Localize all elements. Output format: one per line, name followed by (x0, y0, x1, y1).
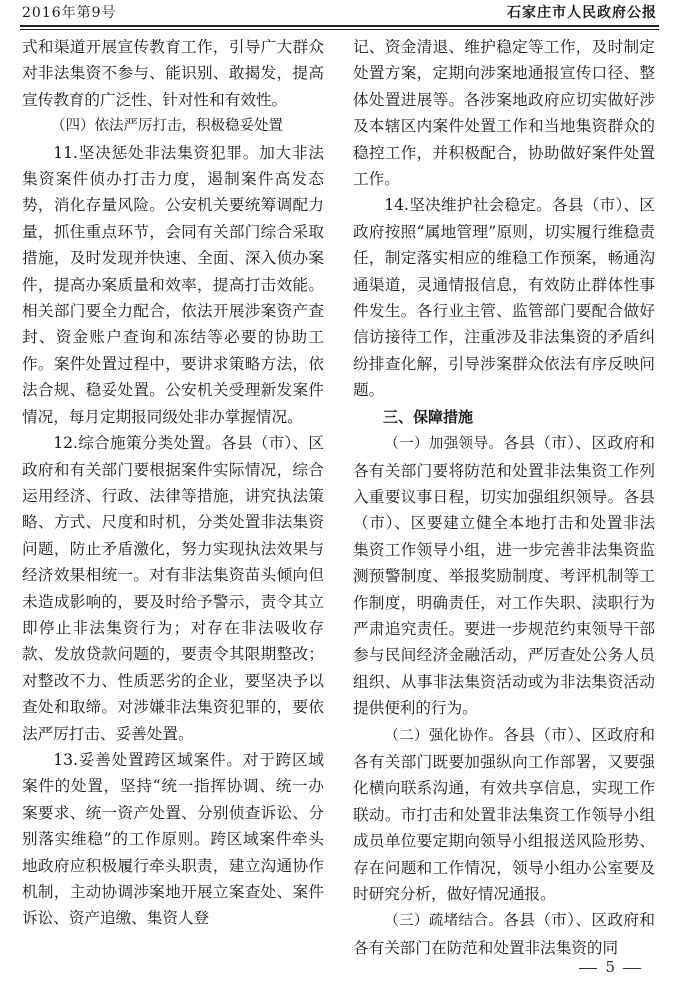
paragraph-continuation: 式和渠道开展宣传教育工作，引导广大群众对非法集资不参与、能识别、敢揭发，提高宣传教育的广泛性、针对性和有效性。 (22, 38, 324, 109)
paragraph-measure-3 (353, 907, 655, 961)
page-footer (571, 956, 649, 978)
right-column (353, 34, 655, 961)
section-heading-3: 三、保障措施 (383, 407, 474, 426)
measure-1-text: 各县（市）、区政府和各有关部门要将防范和处置非法集资工作列入重要议事日程，切实加强组织领导。各县（市）、区要建立健全本地打击和处置非法集资工作领导小组，进一步完善非法集资监测预警制度、举报奖励制度、考评机制等工作制度，明确责任，对工作失职、渎职行为严肃追究责任。要进一步规范约束领导干部参与民间经济金融活动，严厉查处公务人员组织、从事非法集资活动或为非法集资活动提供便利的行为。 (353, 434, 655, 718)
footer-dash-right (623, 968, 641, 969)
measure-3-lead: （三）疏堵结合。 (384, 913, 504, 930)
paragraph-measure-1 (353, 430, 655, 721)
journal-title: 石家庄市人民政府公报 (507, 5, 657, 21)
header-rule-thick (20, 25, 659, 27)
measure-2-text: 各县（市）、区政府和各有关部门既要加强纵向工作部署，又要强化横向联系沟通，有效共享信息，实现工作联动。市打击和处置非法集资工作领导小组成员单位要定期向领导小组报送风险形势、存在问题和工作情况，领导小组办公室要及时研究分析，做好情况通报。 (353, 725, 655, 903)
measure-3-text: 各县（市）、区政府和各有关部门在防范和处置非法集资的同 (353, 911, 655, 957)
footer-dash-left (579, 968, 597, 969)
page-header (20, 2, 659, 24)
paragraph-item-11: 11.坚决惩处非法集资犯罪。加大非法集资案件侦办打击力度，遏制案件高发态势，消化存量风险。公安机关要统筹调配力量，抓住重点环节，会同有关部门综合采取措施，及时发现并快速、全面、深入侦办案件，提高办案质量和效率，提高打击效能。相关部门要全力配合，依法开展涉案资产查封、资金账户查询和冻结等必要的协助工作。案件处置过程中，要讲求策略方法，依法合规、稳妥处置。公安机关受理新发案件情况，每月定期报同级处非办掌握情况。 (22, 143, 324, 426)
paragraph-item-13: 13.妥善处置跨区域案件。对于跨区域案件的处置，坚持“统一指挥协调、统一办案要求、统一资产处置、分别侦查诉讼、分别落实维稳”的工作原则。跨区域案件牵头地政府应积极履行牵头职责，建立沟通协作机制，主动协调涉案地开展立案查处、案件诉讼、资产追缴、集资人登 (22, 750, 324, 928)
section-heading-4: （四）依法严厉打击，积极稳妥处置 (51, 118, 283, 135)
page-number: 5 (605, 958, 615, 976)
paragraph-item-14: 14.坚决维护社会稳定。各县（市）、区政府按照“属地管理”原则，切实履行维稳责任，制定落实相应的维稳工作预案，畅通沟通渠道，灵通情报信息，有效防止群体性事件发生。各行业主管、监管部门要配合做好信访接待工作，注重涉及非法集资的矛盾纠纷排查化解，引导涉案群众依法有序反映问题。 (353, 196, 655, 400)
header-rule-thin (20, 29, 659, 30)
measure-1-lead: （一）加强领导。 (384, 436, 504, 453)
measure-2-lead: （二）强化协作。 (384, 727, 504, 744)
paragraph-measure-2 (353, 722, 655, 908)
paragraph-item-12: 12.综合施策分类处置。各县（市）、区政府和有关部门要根据案件实际情况，综合运用经济、行政、法律等措施，讲究执法策略、方式、尺度和时机，分类处置非法集资问题，防止矛盾激化，努力实现执法效果与经济效果相统一。对有非法集资苗头倾向但未造成影响的，要及时给予警示，责令其立即停止非法集资行为；对存在非法吸收存款、发放贷款问题的，要责令其限期整改；对整改不力、性质恶劣的企业，要坚决予以查处和取缔。对涉嫌非法集资犯罪的，要依法严厉打击、妥善处置。 (22, 434, 324, 743)
paragraph-continuation: 记、资金清退、维护稳定等工作，及时制定处置方案，定期向涉案地通报宣传口径、整体处置进展等。各涉案地政府应切实做好涉及本辖区内案件处置工作和当地集资群众的稳控工作，并积极配合，协助做好案件处置工作。 (353, 38, 655, 189)
issue-number: 2016年第9号 (22, 5, 117, 21)
left-column (22, 34, 324, 932)
